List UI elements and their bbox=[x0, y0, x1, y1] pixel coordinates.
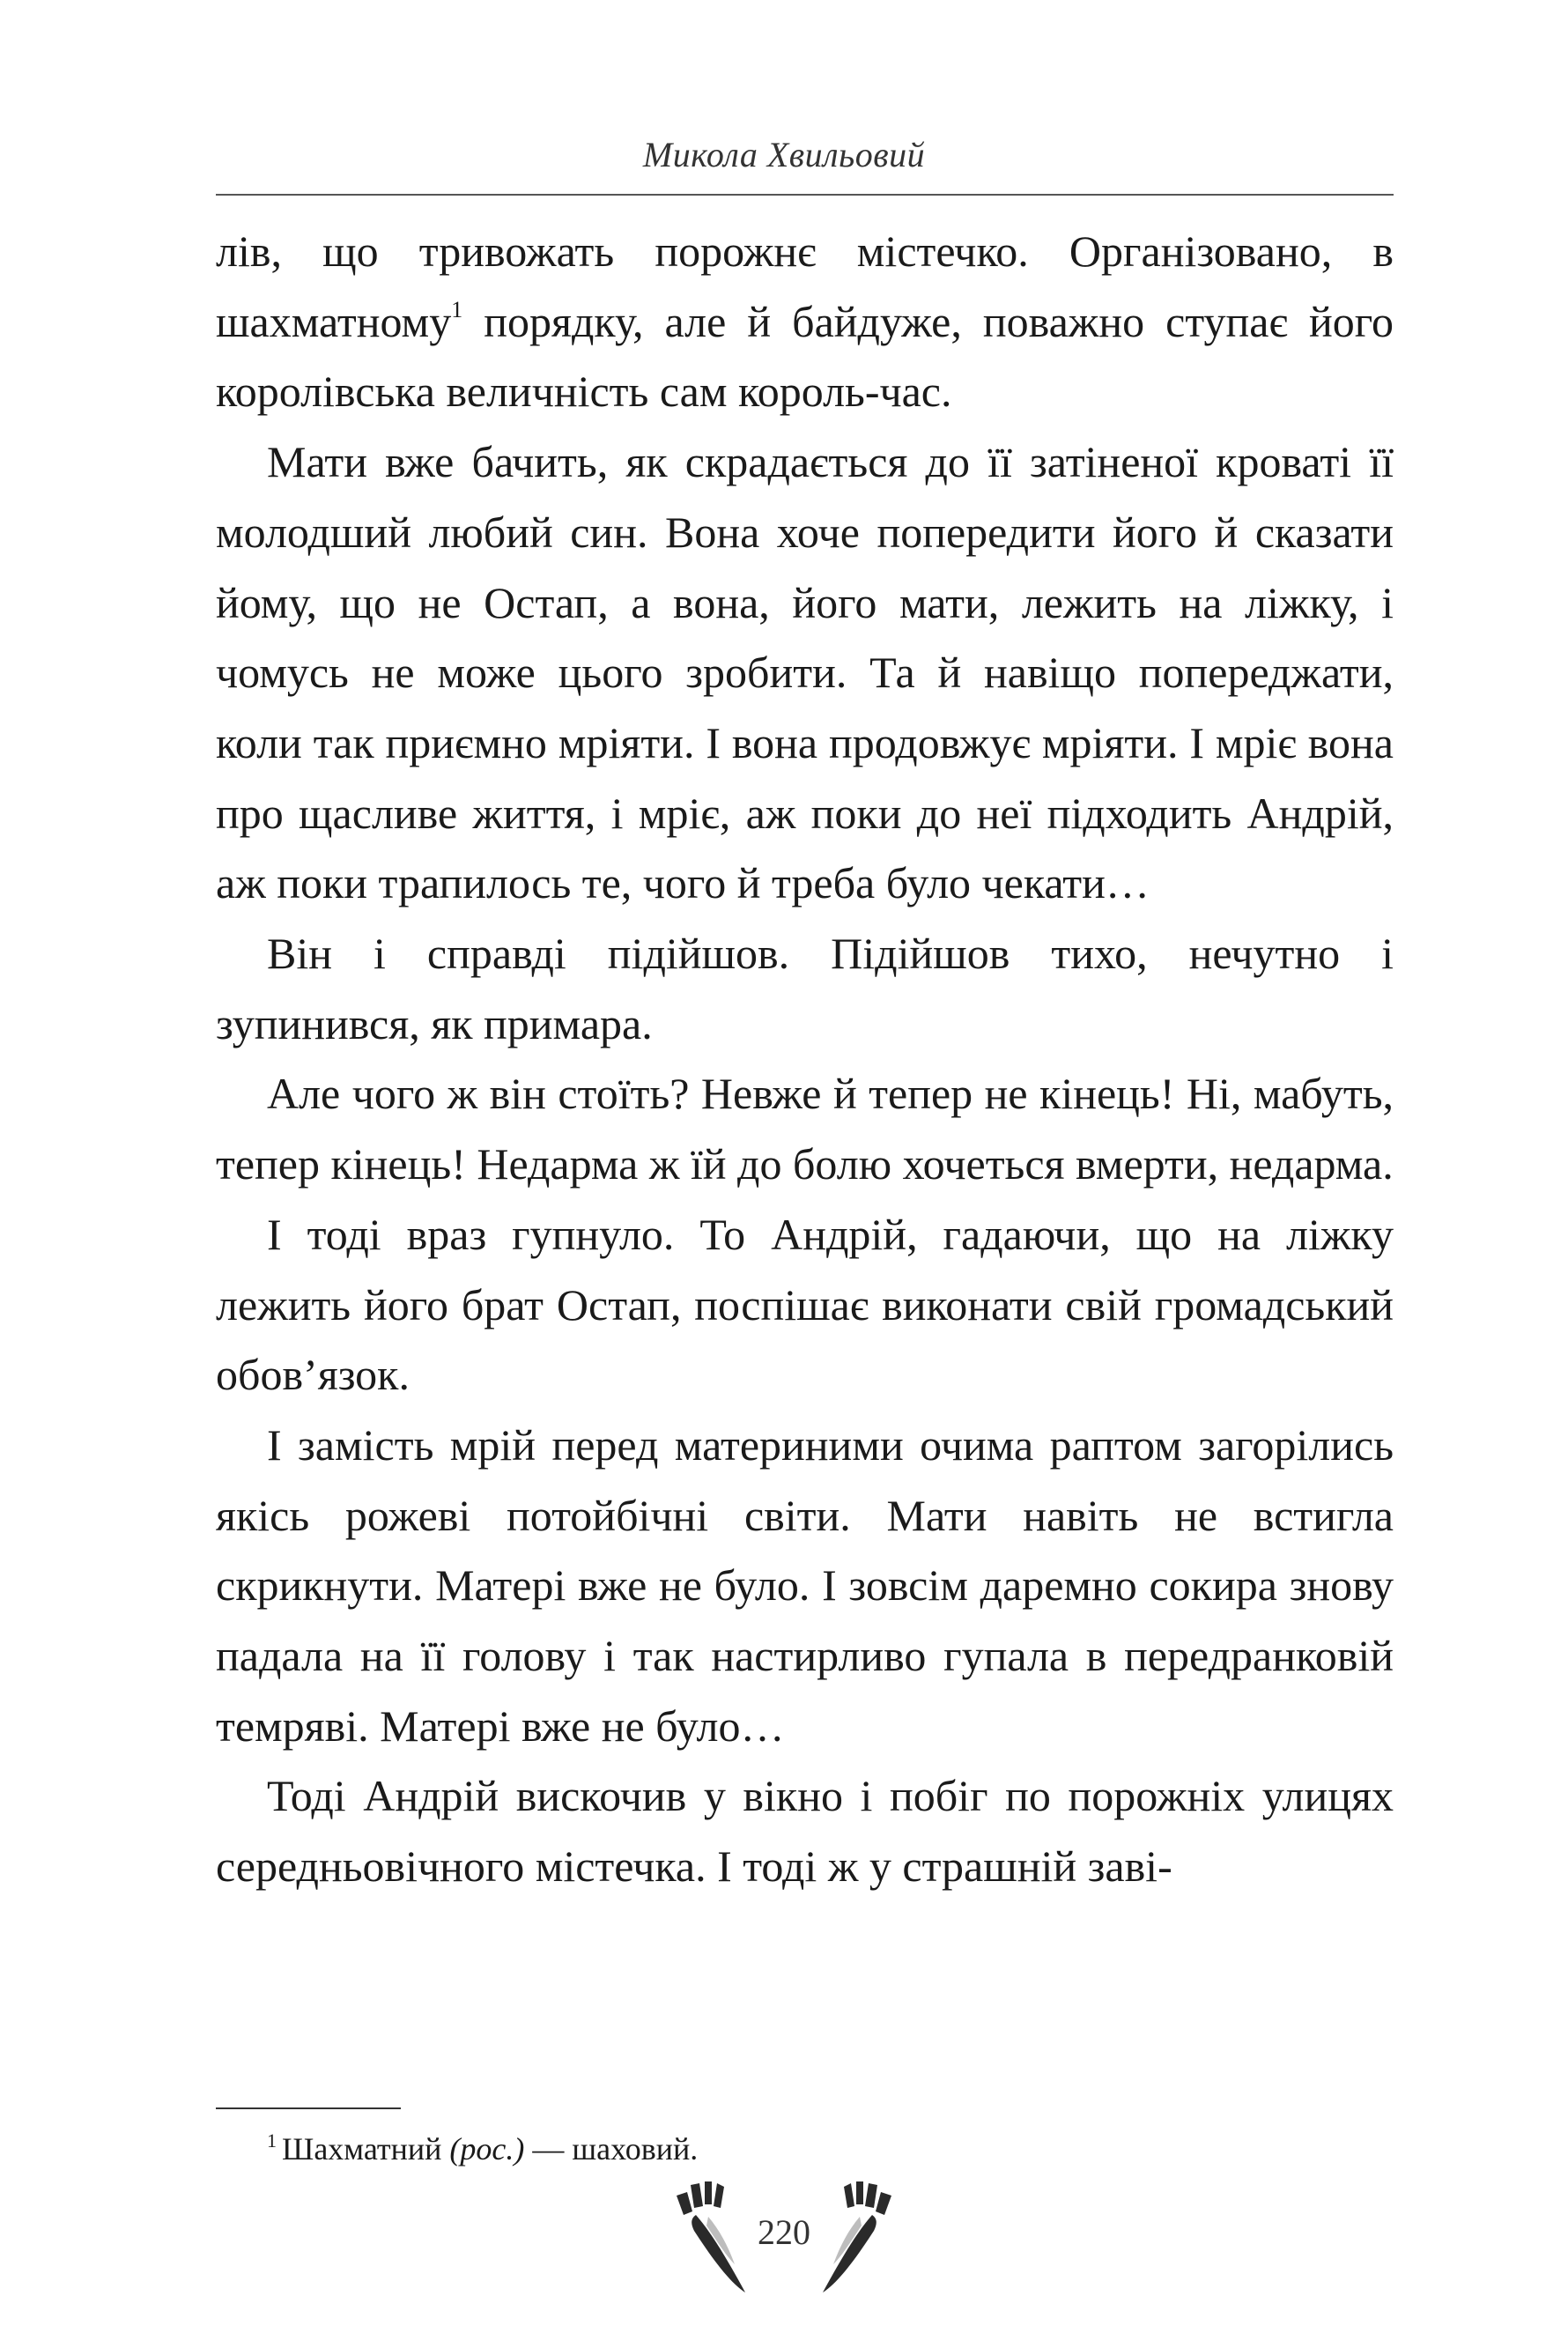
paragraph bbox=[216, 217, 1394, 427]
footnote bbox=[267, 2129, 698, 2168]
running-title: Микола Хвильовий bbox=[642, 135, 926, 174]
header-divider bbox=[216, 194, 1394, 196]
page-footer bbox=[669, 2176, 899, 2308]
footnote-divider bbox=[216, 2107, 401, 2109]
footnote-definition: — шаховий. bbox=[524, 2131, 699, 2167]
paragraph: Але чого ж він стоїть? Невже й тепер не кінець! Ні, мабуть, тепер кінець! Недарма ж їй до болю хочеться вмерти, недарма. bbox=[216, 1069, 1394, 1189]
feather-ornament-icon bbox=[802, 2176, 899, 2308]
page-number: 220 bbox=[758, 2212, 810, 2252]
paragraph-text: порядку, але й байдуже, поважно ступає його королівська величність сам король-час. bbox=[216, 296, 1394, 417]
paragraph: Він і справді підійшов. Підійшов тихо, нечутно і зупинився, як примара. bbox=[216, 929, 1394, 1048]
footnote-term: Шахматний bbox=[282, 2131, 442, 2167]
paragraph: І тоді враз гупнуло. То Андрій, гадаючи, що на ліжку лежить його брат Остап, поспішає виконати свій громадський обов’язок. bbox=[216, 1209, 1394, 1400]
body-text bbox=[216, 217, 1394, 1902]
paragraph: Мати вже бачить, як скрадається до її затіненої кроваті її молодший любий син. Вона хоче попередити його й сказати йому, що не Остап, а вона, його мати, лежить на ліжку, і чомусь не може цього зробити. Та й навіщо попереджати, коли так приємно мріяти. І вона продовжує мріяти. І мріє вона про щасливе життя, і мріє, аж поки до неї підходить Андрій, аж поки трапилось те, чого й треба було чекати… bbox=[216, 437, 1394, 908]
paragraph: І замість мрій перед материними очима раптом загорілись якісь рожеві потойбічні світи. Мати навіть не встигла скрикнути. Матері вже не було. І зовсім даремно сокира знову падала на її голову і так настирливо гупала в передранковій темряві. Матері вже не було… bbox=[216, 1419, 1394, 1751]
footnote-language: (рос.) bbox=[449, 2131, 525, 2167]
paragraph-text: лів, що тривожать порожнє містечко. Організовано, в шахматному bbox=[216, 226, 1394, 346]
footnote-marker: 1 bbox=[267, 2129, 277, 2152]
paragraph: Тоді Андрій вискочив у вікно і побіг по порожніх улицях середньовічного містечка. І тоді ж у страшній заві- bbox=[216, 1771, 1394, 1892]
footnote-reference: 1 bbox=[451, 296, 463, 322]
